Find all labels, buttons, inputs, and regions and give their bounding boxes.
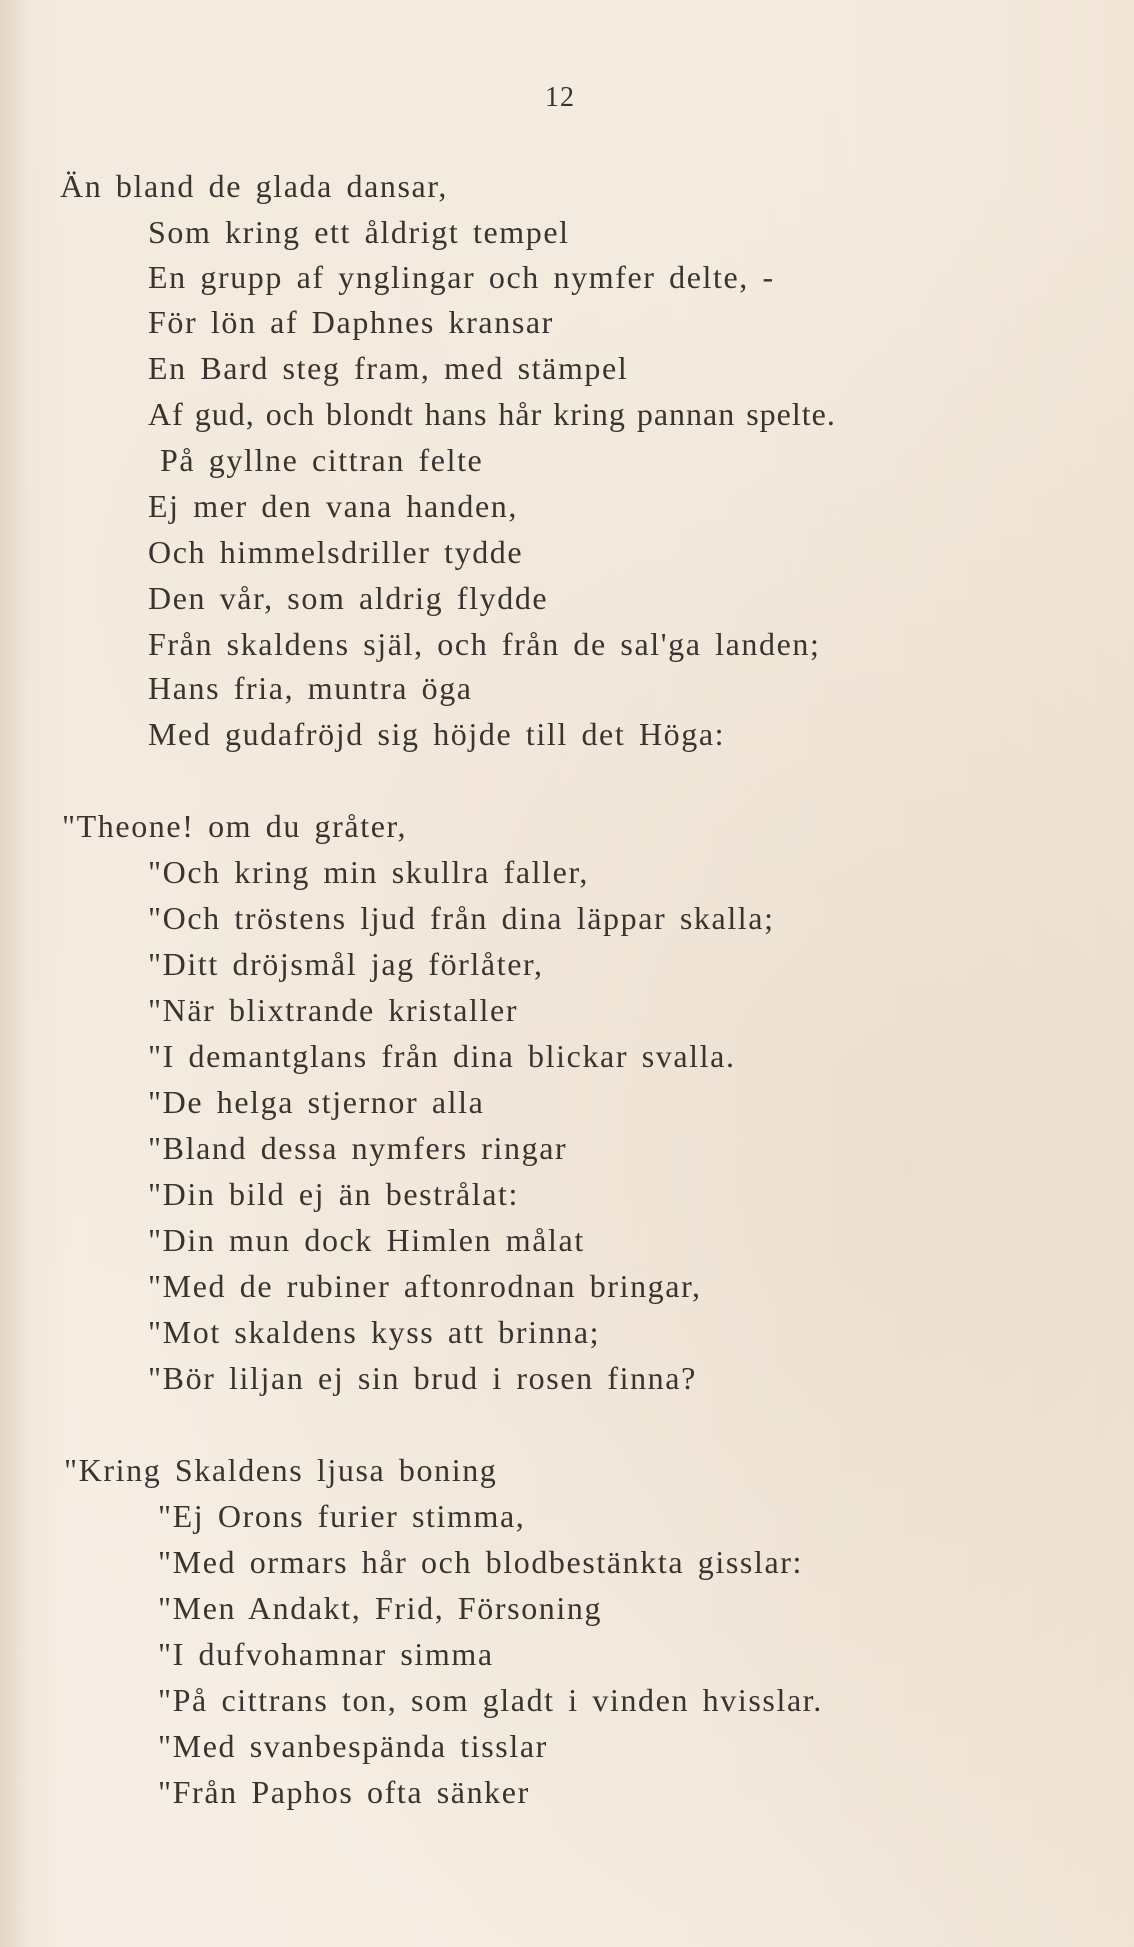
poem-line: "De helga stjernor alla	[148, 1084, 485, 1120]
page-gutter-shadow	[0, 0, 28, 1947]
poem-line: "När blixtrande kristaller	[148, 992, 519, 1028]
poem-line: "Och kring min skullra faller,	[148, 854, 590, 890]
poem-line: "I demantglans från dina blickar svalla.	[148, 1038, 736, 1074]
poem-line: Och himmelsdriller tydde	[148, 534, 524, 570]
poem-line: Än bland de glada dansar,	[60, 168, 448, 204]
poem-line: "Med ormars hår och blodbestänkta gisslar:	[158, 1544, 804, 1580]
poem-line: "Bland dessa nymfers ringar	[148, 1130, 568, 1166]
poem-line: "Din mun dock Himlen målat	[148, 1222, 585, 1258]
poem-line: Hans fria, muntra öga	[148, 670, 473, 706]
poem-line: "Men Andakt, Frid, Försoning	[158, 1590, 603, 1626]
poem-line: "Mot skaldens kyss att brinna;	[148, 1314, 601, 1350]
poem-line: "Bör liljan ej sin brud i rosen finna?	[148, 1360, 697, 1396]
poem-line: "Med de rubiner aftonrodnan bringar,	[148, 1268, 702, 1304]
poem-line: Den vår, som aldrig flydde	[148, 580, 549, 616]
poem-line: "Kring Skaldens ljusa boning	[64, 1452, 498, 1488]
poem-line: Från skaldens själ, och från de sal'ga landen;	[148, 626, 821, 662]
poem-line: Med gudafröjd sig höjde till det Höga:	[148, 716, 726, 752]
page-number: 12	[545, 82, 575, 113]
poem-line: Som kring ett åldrigt tempel	[148, 214, 570, 250]
poem-line: "I dufvohamnar simma	[158, 1636, 494, 1672]
poem-line: "På cittrans ton, som gladt i vinden hvisslar.	[158, 1682, 823, 1718]
poem-line: Af gud, och blondt hans hår kring pannan spelte.	[148, 396, 836, 432]
poem-line: "Från Paphos ofta sänker	[158, 1774, 530, 1810]
poem-line: "Ej Orons furier stimma,	[158, 1498, 526, 1534]
poem-line: "Din bild ej än bestrålat:	[148, 1176, 520, 1212]
poem-line: För lön af Daphnes kransar	[148, 304, 554, 340]
poem-line: "Med svanbespända tisslar	[158, 1728, 548, 1764]
poem-line: På gyllne cittran felte	[160, 442, 484, 478]
poem-line: "Theone! om du gråter,	[62, 808, 408, 844]
poem-line: Ej mer den vana handen,	[148, 488, 519, 524]
poem-line: En grupp af ynglingar och nymfer delte, -	[148, 259, 775, 295]
poem-line: "Ditt dröjsmål jag förlåter,	[148, 946, 544, 982]
poem-line: "Och tröstens ljud från dina läppar skalla;	[148, 900, 775, 936]
poem-line: En Bard steg fram, med stämpel	[148, 350, 629, 386]
